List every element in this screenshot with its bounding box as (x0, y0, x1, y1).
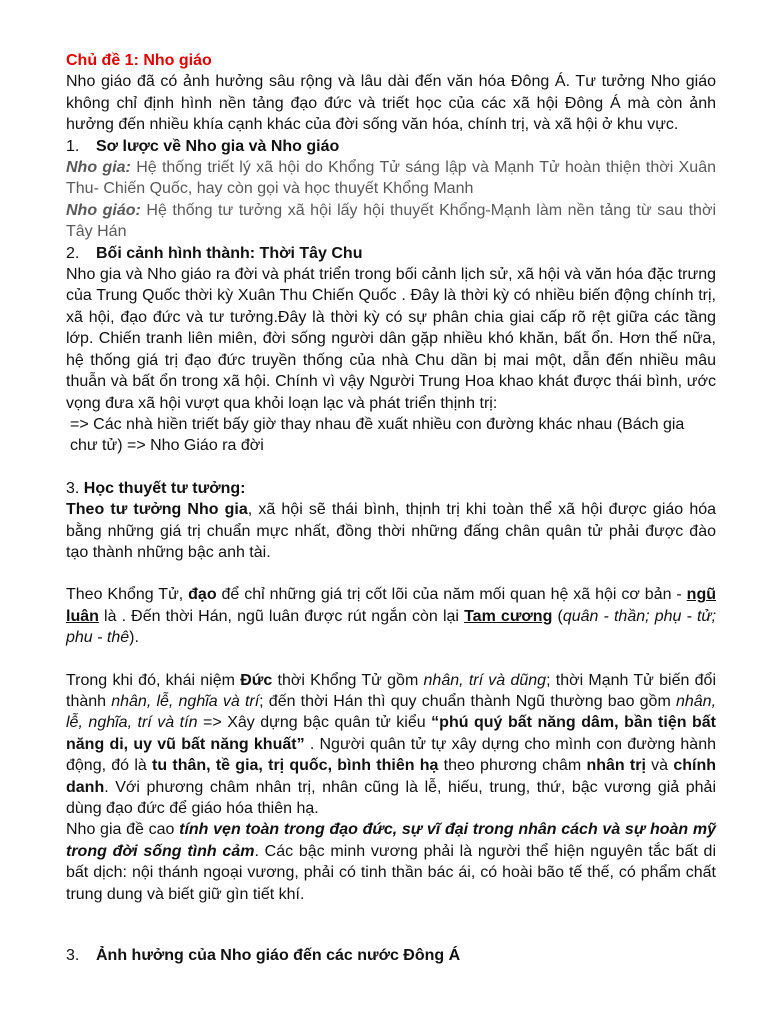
p2-dao: đạo (188, 586, 217, 604)
section-2-paragraph: Nho gia và Nho giáo ra đời và phát triển trong bối cảnh lịch sử, xã hội và văn hóa đặc trưng của Trung Quốc thời kỳ Xuân Thu Chiến Quốc . Đây là thời kỳ có nhiều biến động chính trị, xã hội, đạo đức và tư tưởng.Đây là thời kỳ có sự phân chia giai cấp rõ rệt giữa các tầng lớp. Chiến tranh liên miên, đời sống người dân gặp nhiều khó khăn, bất ổn. Hơn thế nữa, hệ thống giá trị đạo đức truyền thống của nhà Chu dần bị mai một, dẫn đến nhiều mâu thuẫn và bất ổn trong xã hội. Chính vì vậy Người Trung Hoa khao khát được thái bình, ước vọng đưa xã hội vượt qua khỏi loạn lạc và phát triển thịnh trị: (66, 266, 716, 412)
section-4-title: Ảnh hưởng của Nho giáo đến các nước Đông Á (96, 947, 461, 965)
p2-text-c: là . Đến thời Hán, ngũ luân được rút ngắn còn lại (98, 607, 465, 625)
section-3-paragraph-4 (66, 819, 716, 905)
p4-emphasis: tính vẹn toàn trong đạo đức, sự vĩ đại trong nhân cách và sự hoàn mỹ trong đời sống tình cảm (66, 821, 717, 860)
definition-nho-gia (66, 157, 716, 200)
section-1-title: Sơ lược về Nho gia và Nho giáo (96, 137, 340, 155)
definition-nho-giao (66, 200, 716, 243)
p2-ngu-luan: ngũ luân (66, 586, 716, 625)
section-1-number: 1. (66, 137, 80, 155)
section-3-number: 3. (66, 479, 80, 497)
spacer (66, 905, 716, 945)
p1-text: , xã hội sẽ thái bình, thịnh trị khi toàn thể xã hội được giáo hóa bằng những giá trị chuẩn mực nhất, đồng thời những đấng chân quân tử phải được đào tạo thành những bậc anh tài. (66, 501, 717, 561)
p3-text-l: . Với phương châm nhân trị, nhân cũng là lễ, hiếu, trung, thứ, bậc vương giả phải dùng đạo đức để giáo hóa thiên hạ. (66, 778, 716, 817)
p2-text-a: Theo Khổng Tử, (66, 586, 189, 604)
section-3-paragraph-2 (66, 584, 716, 648)
definition-nho-gia-term: Nho gia: (66, 159, 131, 177)
p3-text-a: Trong khi đó, khái niệm (66, 671, 241, 689)
p2-tam-cuong: Tam cương (464, 607, 553, 625)
p3-text-b: thời Khổng Tử gồm (272, 671, 424, 689)
p2-text-f: ). (129, 629, 139, 647)
definition-nho-giao-term: Nho giáo: (66, 201, 141, 219)
p1-bold-lead: Theo tư tưởng Nho gia (66, 501, 248, 519)
p2-relations: quân - thần; phụ - tử; phu - thê (66, 607, 717, 647)
section-4-heading (66, 945, 716, 966)
p3-text-k: và (645, 757, 674, 775)
p3-quote: “phú quý bất năng dâm, bần tiện bất năng di, uy vũ bất năng khuất” (66, 714, 717, 753)
p3-text-h: => Xây dựng bậc quân tử kiểu (197, 714, 432, 732)
p3-manh-tu-virtues: nhân, lễ, nghĩa và trí (111, 692, 260, 710)
spacer (66, 649, 716, 670)
p4-text-a: Nho gia đề cao (66, 821, 180, 839)
section-3-heading (66, 478, 716, 499)
p3-duc: Đức (240, 671, 273, 689)
p3-tu-than: tu thân, tề gia, trị quốc, bình thiên hạ (152, 757, 439, 775)
p3-text-f: ; đến thời Hán thì quy chuẩn thành Ngũ thường bao gồm (259, 692, 676, 710)
section-3-paragraph-3 (66, 670, 716, 820)
p3-ngu-thuong: nhân, lễ, nghĩa, trí và tín (66, 692, 717, 732)
p2-text-d: ( (552, 607, 563, 625)
section-3-paragraph-1 (66, 499, 716, 563)
section-1-heading (66, 136, 716, 157)
p3-text-d: ; thời Mạnh Tử biến đổi thành (66, 671, 717, 710)
document-title: Chủ đề 1: Nho giáo (66, 52, 212, 69)
p2-text-b: để chỉ những giá trị cốt lõi của năm mối quan hệ xã hội cơ bản - (216, 586, 687, 604)
section-3-title: Học thuyết tư tưởng: (83, 479, 246, 497)
section-2-number: 2. (66, 244, 80, 262)
definition-nho-gia-text: Hệ thống triết lý xã hội do Khổng Tử sáng lập và Mạnh Tử hoàn thiện thời Xuân Thu- Chiến Quốc, hay còn gọi và học thuyết Khổng Manh (66, 159, 717, 198)
p3-chinh-danh: chính danh (66, 757, 716, 796)
section-2-title: Bối cảnh hình thành: Thời Tây Chu (96, 244, 363, 262)
intro-paragraph: Nho giáo đã có ảnh hưởng sâu rộng và lâu dài đến văn hóa Đông Á. Tư tưởng Nho giáo không chỉ định hình nền tảng đạo đức và triết học của các xã hội Đông Á mà còn ảnh hưởng đến nhiều khía cạnh khác của đời sống văn hóa, chính trị, và xã hội ở khu vực. (66, 73, 716, 134)
p4-text-c: . Các bậc minh vương phải là người thể hiện nguyên tắc bất di bất dịch: nội thánh ngoại vương, phải có tinh thần bác ái, có hoài bão tế thế, có phẩm chất trung dung và biết giữ gìn tiết khí. (66, 842, 716, 903)
section-2-heading (66, 243, 716, 264)
p3-text-j: theo phương châm (438, 757, 587, 775)
section-2-conclusion: => Các nhà hiền triết bấy giờ thay nhau đề xuất nhiều con đường khác nhau (Bách gia chư tử) => Nho Giáo ra đời (70, 415, 685, 455)
spacer (66, 457, 716, 478)
spacer (66, 563, 716, 584)
p3-text-i: . Người quân tử tự xây dựng cho mình con đường hành động, đó là (66, 735, 716, 775)
p3-nhan-tri: nhân trị (586, 757, 646, 775)
section-4-number: 3. (66, 947, 80, 965)
definition-nho-giao-text: Hệ thống tư tưởng xã hội lấy hội thuyết Khổng-Mạnh làm nền tảng từ sau thời Tây Hán (66, 201, 717, 241)
p3-khong-tu-virtues: nhân, trí và dũng (423, 671, 547, 689)
